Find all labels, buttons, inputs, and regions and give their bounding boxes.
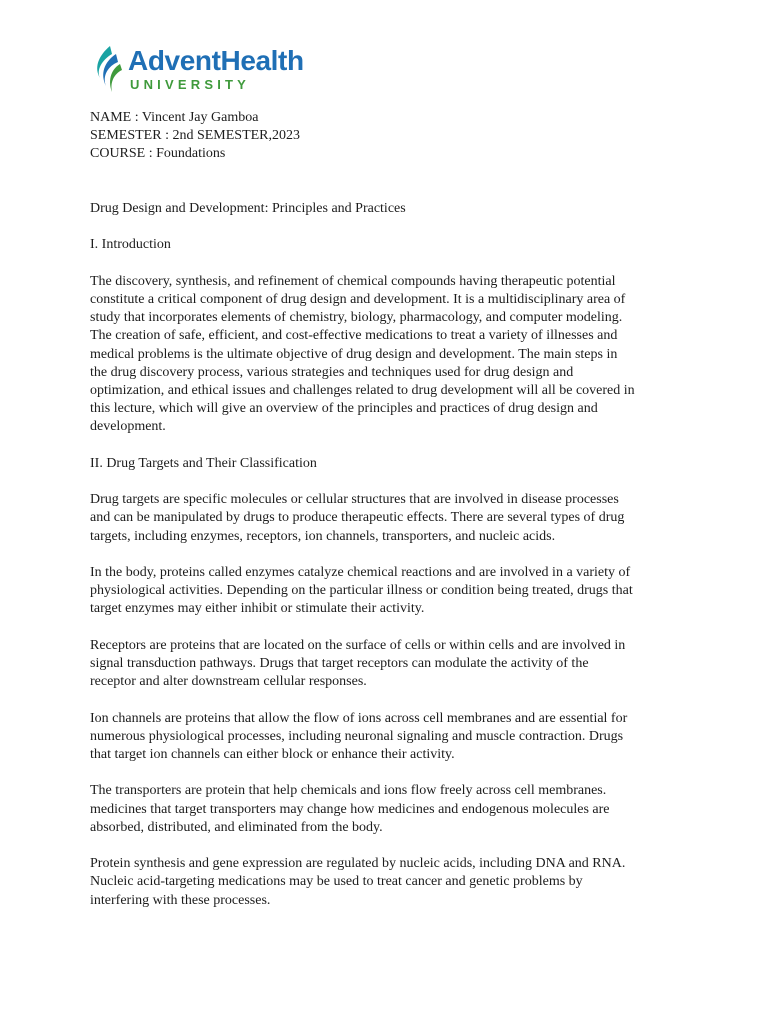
introduction-paragraph: The discovery, synthesis, and refinement of chemical compounds having therapeutic potential constitute a critical component of drug design and development. It is a multidisciplinary area of study that incorporates elements of chemistry, biology, pharmacology, and computer modeling. The creation of safe, efficient, and cost-effective medications to treat a variety of illnesses and medical problems is the ultimate objective of drug design and development. The main steps in the drug discovery process, various strategies and techniques used for drug design and optimization, and ethical issues and challenges related to drug development will all be covered in this lecture, which will give an overview of the principles and practices of drug design and development. <box>90 273 635 435</box>
section-heading-drug-targets: II. Drug Targets and Their Classification <box>90 455 317 471</box>
ion-channels-paragraph: Ion channels are proteins that allow the flow of ions across cell membranes and are essential for numerous physiological processes, including neuronal signaling and muscle contraction. Drugs that target ion channels can either block or enhance their activity. <box>90 710 628 762</box>
semester-line: SEMESTER : 2nd SEMESTER,2023 <box>90 128 301 144</box>
document-title: Drug Design and Development: Principles and Practices <box>90 200 406 216</box>
enzymes-paragraph: In the body, proteins called enzymes catalyze chemical reactions and are involved in a variety of physiological activities. Depending on the particular illness or condition being treated, drugs that target enzymes may either inhibit or stimulate their activity. <box>90 564 633 617</box>
university-logo <box>90 44 304 94</box>
document-body <box>90 109 690 910</box>
flame-logo-icon <box>90 44 124 94</box>
logo-subtitle: UNIVERSITY <box>130 77 251 92</box>
receptors-paragraph: Receptors are proteins that are located on the surface of cells or within cells and are involved in signal transduction pathways. Drugs that target receptors can modulate the activity of the receptor and alter downstream cellular responses. <box>90 637 626 690</box>
logo-brand: AdventHealth <box>128 45 304 76</box>
section-heading-introduction: I. Introduction <box>90 237 171 253</box>
student-name: NAME : Vincent Jay Gamboa <box>90 110 259 125</box>
nucleic-acids-paragraph: Protein synthesis and gene expression are regulated by nucleic acids, including DNA and RNA. Nucleic acid-targeting medications may be used to treat cancer and genetic problems by interfering with these processes. <box>90 856 626 908</box>
drug-targets-paragraph: Drug targets are specific molecules or cellular structures that are involved in disease processes and can be manipulated by drugs to produce therapeutic effects. There are several types of drug targets, including enzymes, receptors, ion channels, transporters, and nucleic acids. <box>90 492 625 544</box>
course-line: COURSE : Foundations <box>90 146 226 162</box>
transporters-paragraph: The transporters are protein that help chemicals and ions flow freely across cell membranes. medicines that target transporters may change how medicines and endogenous molecules are absorbed, distributed, and eliminated from the body. <box>90 783 610 835</box>
